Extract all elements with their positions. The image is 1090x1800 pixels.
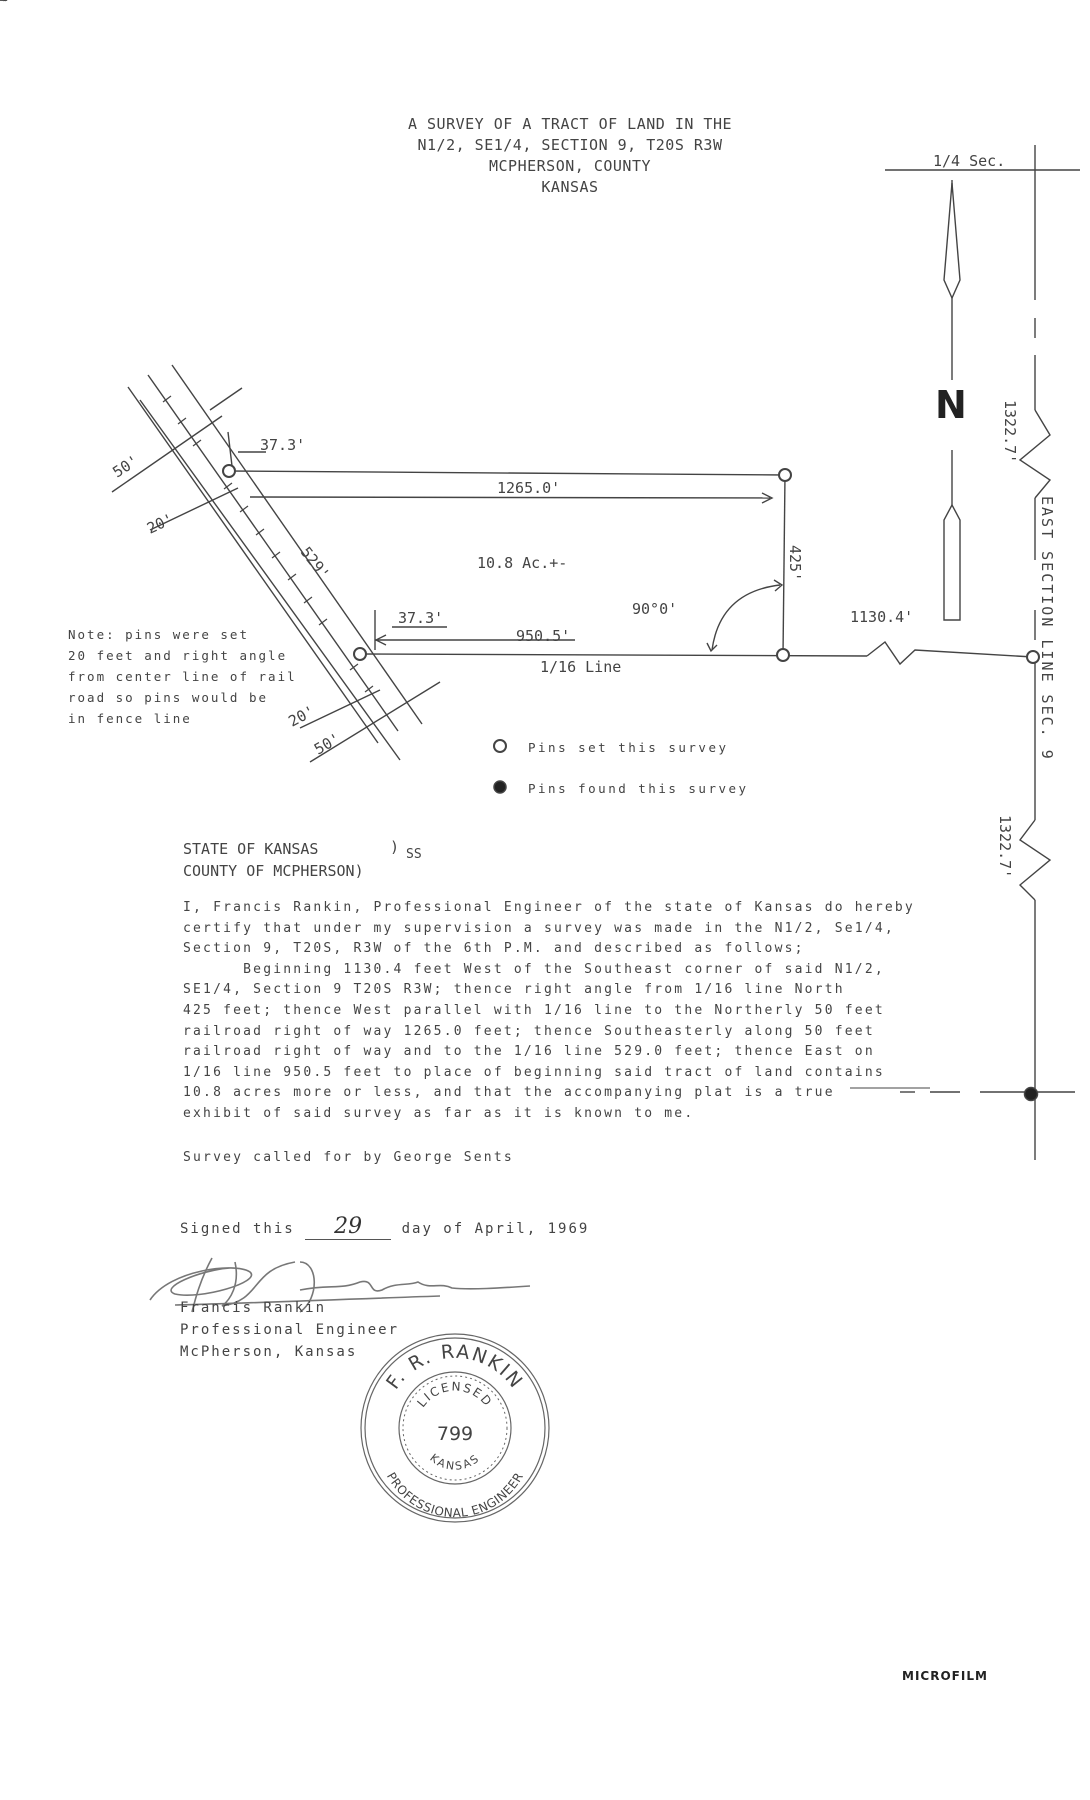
cert-line: Beginning 1130.4 feet West of the Southeast corner of said N1/2, (183, 961, 885, 977)
venue-state: STATE OF KANSAS (183, 840, 319, 858)
venue-ss: SS (406, 847, 422, 862)
cert-line: 10.8 acres more or less, and that the accompanying plat is a true (183, 1085, 835, 1101)
dim-20-lower: 20' (285, 701, 318, 731)
signer-name: Francis Rankin (180, 1300, 327, 1316)
dim-1322-lower: 1322.7' (996, 815, 1014, 879)
dim-1265: 1265.0' (497, 479, 561, 497)
microfilm-stamp: MICROFILM (902, 1669, 988, 1683)
cert-line: 425 feet; thence West parallel with 1/16 line to the Northerly 50 feet (183, 1002, 885, 1018)
svg-text:LICENSED (414, 1379, 495, 1409)
dim-950: 950.5' (516, 627, 571, 645)
line-16-label: 1/16 Line (540, 658, 622, 676)
venue-block (183, 838, 364, 882)
pin-set (223, 465, 235, 477)
signer-location: McPherson, Kansas (180, 1344, 358, 1360)
title-line: MCPHERSON, COUNTY (488, 157, 652, 175)
cert-line: exhibit of said survey as far as it is known to me. (183, 1105, 695, 1121)
dim-529: 529' (296, 543, 334, 583)
dim-37-lower: 37.3' (398, 609, 444, 627)
pin-set (777, 649, 789, 661)
signed-prefix: Signed this (180, 1221, 295, 1237)
svg-text:KANSAS (427, 1451, 482, 1473)
cert-line: I, Francis Rankin, Professional Engineer of the state of Kansas do hereby (183, 900, 915, 915)
note-line: in fence line (68, 711, 192, 726)
seal-name: F. R. RANKIN (382, 1340, 528, 1394)
pin-set (1027, 651, 1039, 663)
title-line: A SURVEY OF A TRACT OF LAND IN THE (407, 115, 733, 133)
note-line: road so pins would be (68, 690, 269, 705)
pin-set (779, 469, 791, 481)
note-line: from center line of rail (68, 669, 297, 684)
cert-line: certify that under my supervision a survey was made in the N1/2, Se1/4, (183, 920, 895, 936)
legend-set-icon (494, 740, 506, 752)
signed-suffix: day of April, 1969 (401, 1221, 590, 1237)
seal-profession: PROFESSIONAL ENGINEER (383, 1469, 527, 1521)
quarter-section-label: 1/4 Sec. (933, 152, 1006, 170)
venue-county: COUNTY OF MCPHERSON) (183, 862, 364, 880)
pin-set (354, 648, 366, 660)
certification-text (183, 898, 915, 1125)
legend-found-icon (494, 781, 506, 793)
north-label: N (935, 383, 967, 427)
dim-425: 425' (786, 545, 804, 582)
cert-line: Section 9, T20S, R3W of the 6th P.M. and described as follows; (183, 941, 805, 957)
tract-boundary (229, 452, 1033, 664)
cert-line: 1/16 line 950.5 feet to place of beginning said tract of land contains (183, 1064, 885, 1080)
pin-found (1025, 1088, 1038, 1101)
dim-50-lower: 50' (311, 729, 344, 759)
dim-50-upper: 50' (109, 451, 142, 482)
title-line: N1/2, SE1/4, SECTION 9, T20S R3W (417, 136, 723, 154)
signed-line (180, 1214, 589, 1240)
dim-20-upper: 20' (144, 509, 177, 538)
seal-state: KANSAS (427, 1451, 483, 1473)
note-line: 20 feet and right angle (68, 648, 288, 663)
dim-1130: 1130.4' (850, 608, 914, 626)
venue-bracket: ) (390, 838, 400, 856)
title-line: KANSAS (541, 178, 599, 196)
legend-set-label: Pins set this survey (528, 740, 729, 755)
angle-label: 90°0' (632, 600, 678, 618)
survey-called-for: Survey called for by George Sents (183, 1150, 514, 1165)
dim-1322-upper: 1322.7' (1001, 400, 1019, 464)
east-section-label: EAST SECTION LINE SEC. 9 (1038, 496, 1056, 761)
acres-label: 10.8 Ac.+- (477, 554, 568, 572)
note-line: Note: pins were set (68, 627, 249, 642)
cert-line: railroad right of way and to the 1/16 line 529.0 feet; thence East on (183, 1044, 875, 1060)
signer-title: Professional Engineer (180, 1322, 400, 1338)
signature-block (180, 1297, 399, 1363)
svg-text:PROFESSIONAL ENGINEER (384, 1470, 526, 1520)
seal-number: 799 (436, 1423, 474, 1445)
pin-note (68, 624, 297, 729)
dim-37-upper: 37.3' (260, 436, 306, 454)
signature-script-text: F.R. Rankin (0, 0, 7, 1)
cert-line: railroad right of way 1265.0 feet; thence Southeasterly along 50 feet (183, 1023, 875, 1039)
legend-found-label: Pins found this survey (528, 781, 749, 796)
seal-licensed: LICENSED (414, 1379, 496, 1410)
cert-line: SE1/4, Section 9 T20S R3W; thence right angle from 1/16 line North (183, 982, 845, 998)
signed-day: 29 (305, 1214, 391, 1240)
